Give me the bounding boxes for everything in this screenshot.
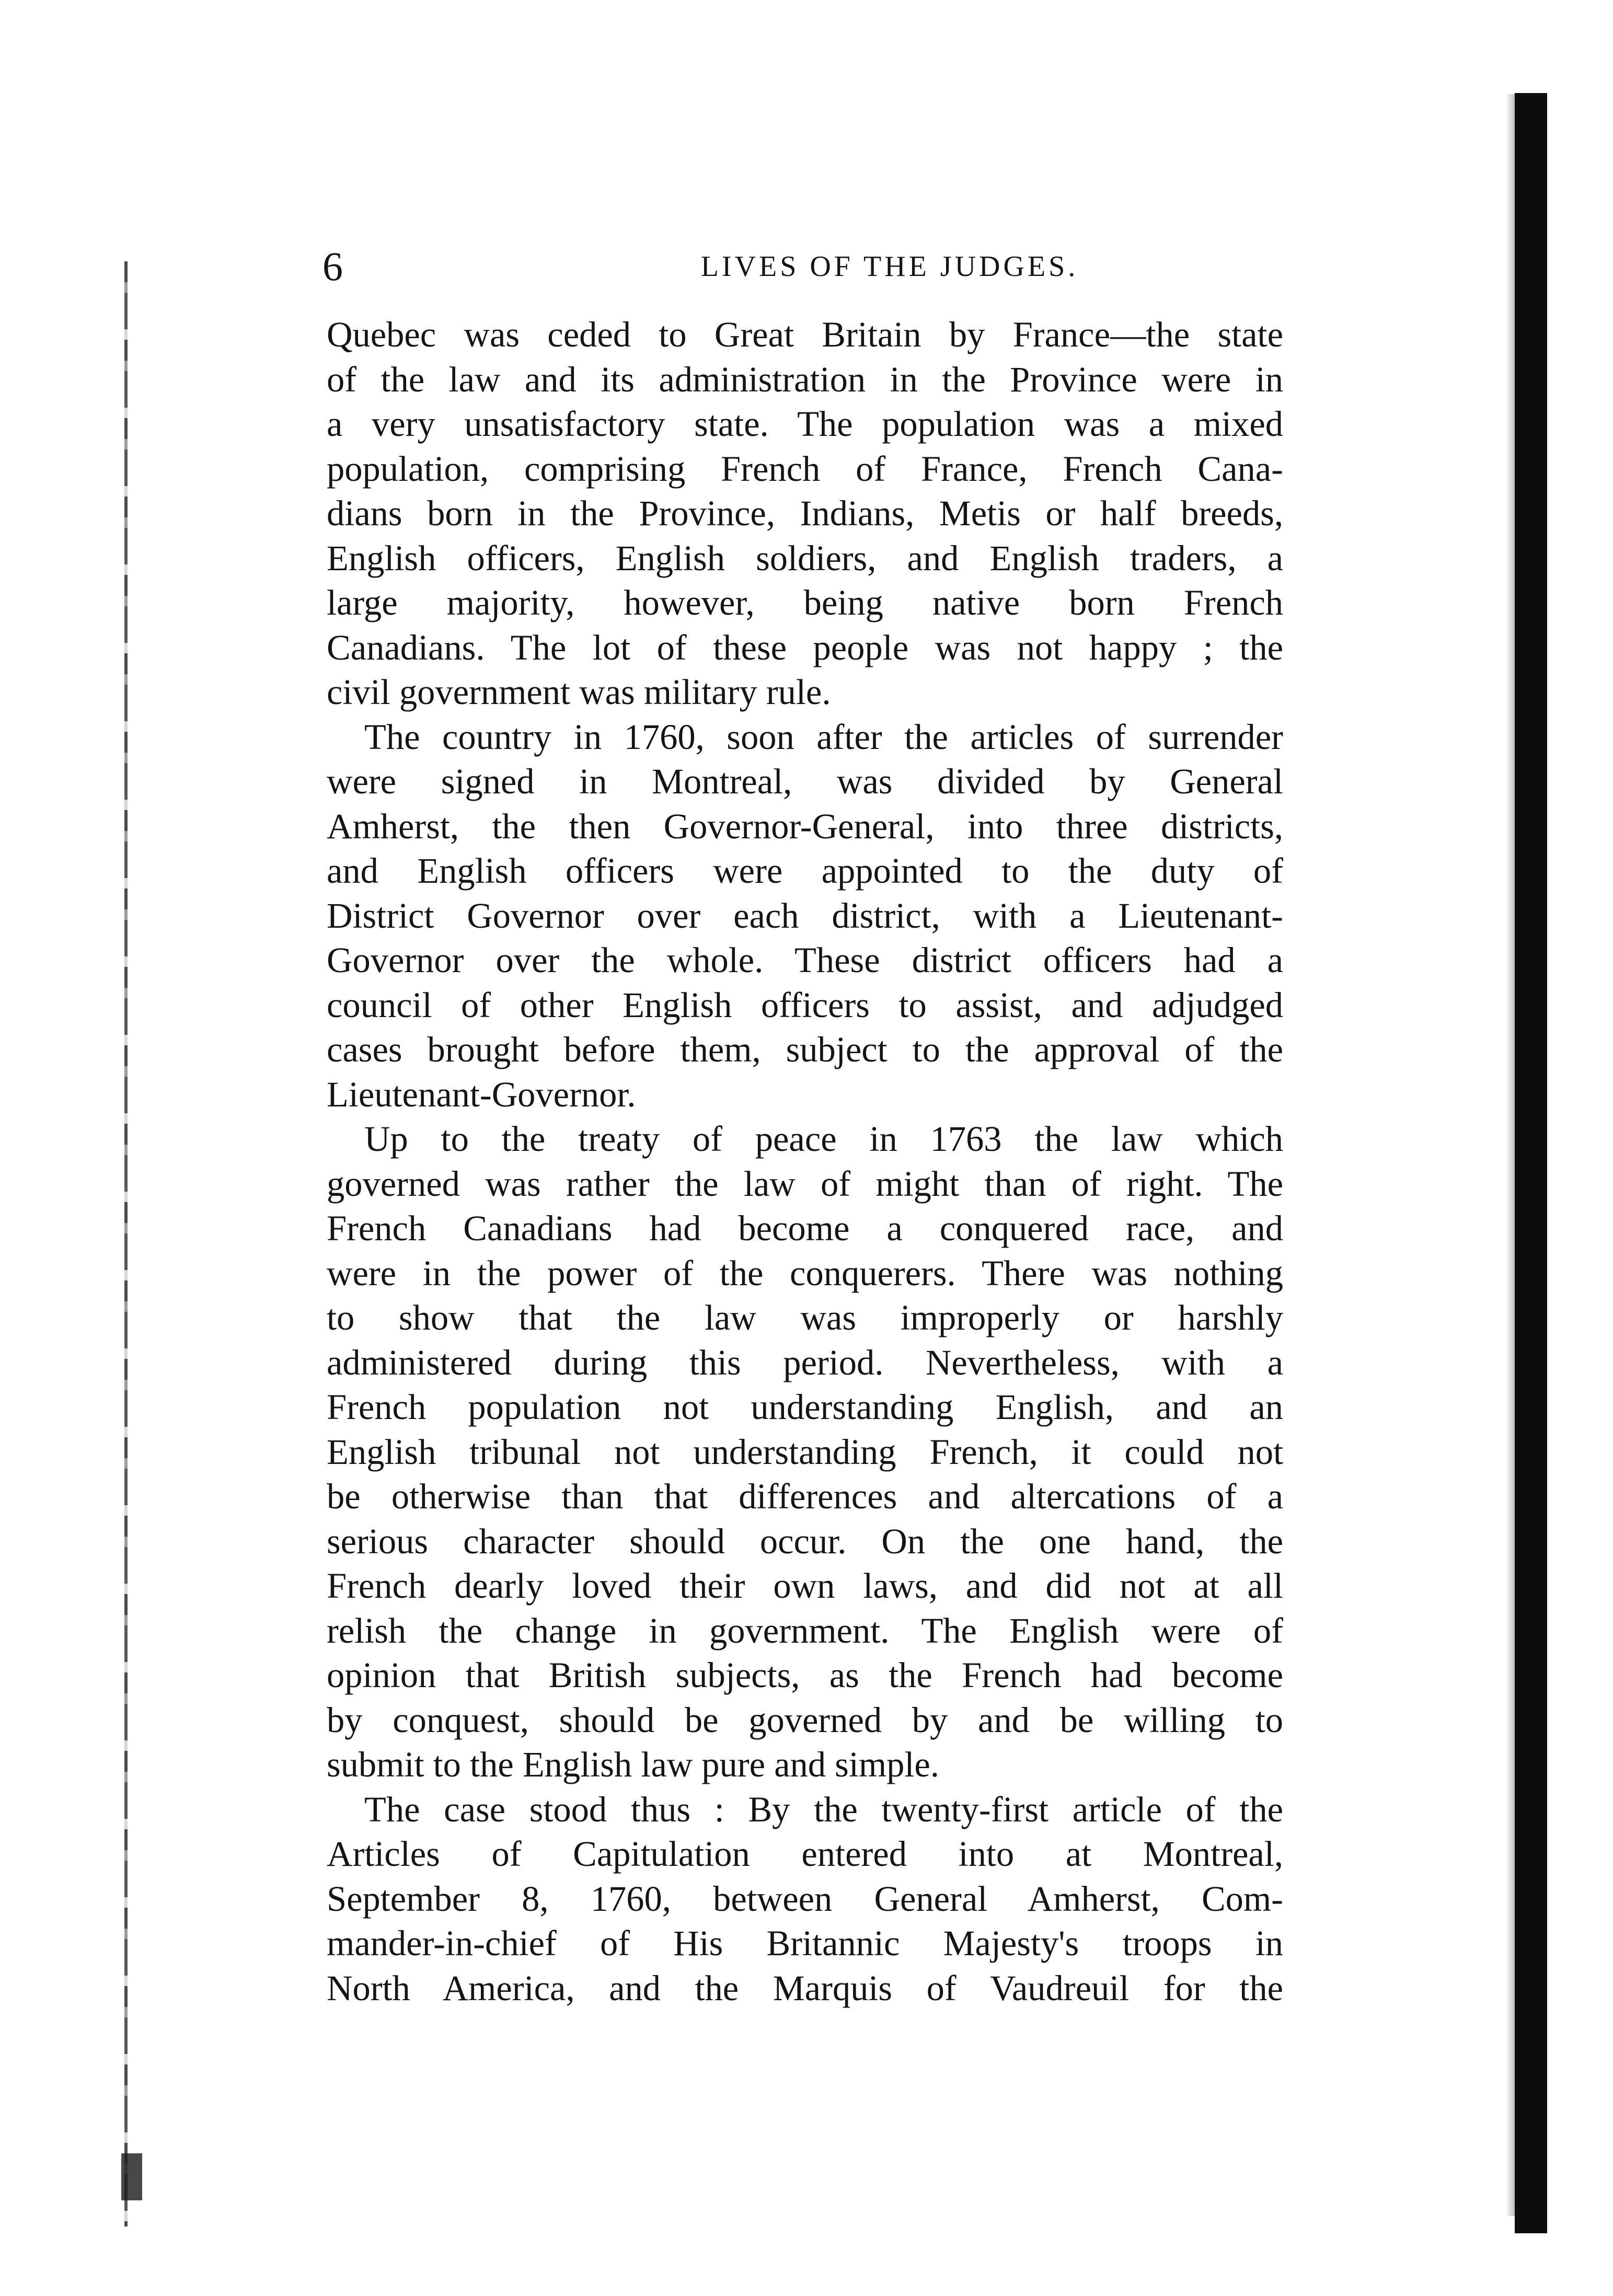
scan-binding-mark (121, 2153, 142, 2200)
text-line: and English officers were appointed to the duty of (327, 851, 1283, 891)
text-line: to show that the law was improperly or harshly (327, 1298, 1283, 1337)
text-line: civil government was military rule. (327, 672, 831, 712)
text-line: The case stood thus : By the twenty-first article of the (364, 1789, 1283, 1829)
running-head (322, 243, 1284, 290)
text-line: English tribunal not understanding French, it could not (327, 1432, 1283, 1472)
paragraph (327, 715, 1283, 1117)
paragraph (327, 1117, 1283, 1787)
running-title: LIVES OF THE JUDGES. (700, 250, 1079, 283)
scan-right-edge (1515, 93, 1547, 2233)
text-line: large majority, however, being native born French (327, 583, 1283, 622)
text-line: Lieutenant-Governor. (327, 1074, 636, 1114)
paragraph (327, 313, 1283, 715)
text-line: North America, and the Marquis of Vaudreuil for the (327, 1968, 1283, 2008)
text-line: by conquest, should be governed by and be willing to (327, 1700, 1283, 1740)
body-text (327, 313, 1283, 2011)
text-line: Canadians. The lot of these people was not happy ; the (327, 627, 1283, 667)
text-line: cases brought before them, subject to the approval of the (327, 1030, 1283, 1069)
text-line: dians born in the Province, Indians, Metis or half breeds, (327, 493, 1283, 533)
paragraph (327, 1787, 1283, 2011)
text-line: council of other English officers to assist, and adjudged (327, 985, 1283, 1025)
text-line: be otherwise than that differences and altercations of a (327, 1476, 1283, 1516)
text-line: administered during this period. Nevertheless, with a (327, 1342, 1283, 1382)
text-line: serious character should occur. On the one hand, the (327, 1521, 1283, 1561)
text-line: French Canadians had become a conquered race, and (327, 1208, 1283, 1248)
text-line: Articles of Capitulation entered into at Montreal, (327, 1834, 1283, 1874)
text-line: submit to the English law pure and simple. (327, 1745, 939, 1784)
scan-right-shadow (1505, 94, 1515, 2216)
text-line: population, comprising French of France, French Cana- (327, 448, 1283, 489)
text-line: Up to the treaty of peace in 1763 the law which (364, 1119, 1283, 1159)
text-line: of the law and its administration in the Province were in (327, 359, 1283, 399)
text-line: opinion that British subjects, as the French had become (327, 1655, 1283, 1695)
text-line: French population not understanding English, and an (327, 1387, 1283, 1427)
text-line: Quebec was ceded to Great Britain by France—the state (327, 315, 1283, 354)
text-line: September 8, 1760, between General Amherst, Com- (327, 1878, 1283, 1919)
text-line: governed was rather the law of might than of right. The (327, 1163, 1283, 1204)
text-line: English officers, English soldiers, and English traders, a (327, 538, 1283, 578)
text-line: relish the change in government. The English were of (327, 1610, 1283, 1651)
scan-left-edge (124, 261, 128, 2226)
text-line: mander-in-chief of His Britannic Majesty's troops in (327, 1923, 1283, 1963)
text-line: Amherst, the then Governor-General, into three districts, (327, 806, 1283, 846)
text-line: The country in 1760, soon after the articles of surrender (364, 717, 1283, 757)
page-number: 6 (322, 244, 343, 289)
text-line: were signed in Montreal, was divided by General (327, 762, 1283, 801)
text-line: Governor over the whole. These district officers had a (327, 940, 1283, 980)
text-line: French dearly loved their own laws, and did not at all (327, 1566, 1283, 1606)
text-line: a very unsatisfactory state. The population was a mixed (327, 404, 1283, 444)
text-line: were in the power of the conquerers. There was nothing (327, 1253, 1283, 1293)
text-line: District Governor over each district, with a Lieutenant- (327, 895, 1283, 936)
